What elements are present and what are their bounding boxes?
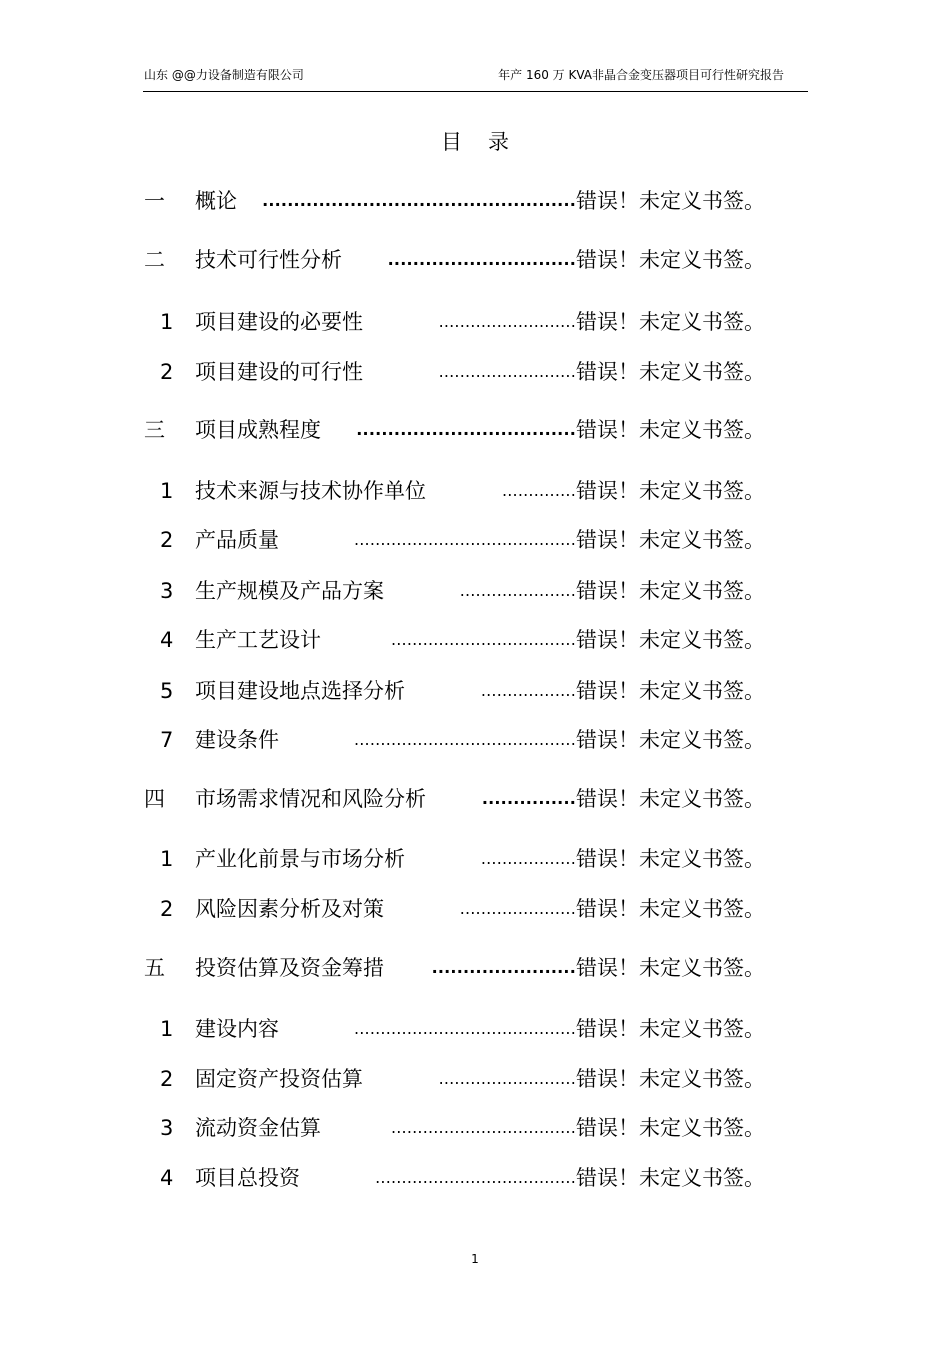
toc-entry[interactable]	[0, 184, 950, 218]
toc-entry-number: 5	[160, 679, 174, 703]
toc-entry[interactable]	[0, 305, 950, 339]
toc-leader-dots: ......................	[459, 581, 576, 600]
toc-entry[interactable]	[0, 574, 950, 608]
toc-entry-number: 2	[160, 1067, 174, 1091]
toc-entry-number: 2	[160, 360, 174, 384]
toc-entry[interactable]	[0, 243, 950, 277]
toc-entry[interactable]	[0, 355, 950, 389]
toc-leader-dots: ..........................................	[353, 530, 576, 549]
toc-entry-number: 2	[160, 528, 174, 552]
toc-entry-label: 产业化前景与市场分析	[195, 847, 405, 871]
toc-entry-number: 1	[160, 1017, 174, 1041]
toc-entry-number: 1	[160, 847, 174, 871]
toc-entry-error: 错误！未定义书签。	[576, 628, 765, 652]
toc-entry-number: 四	[144, 787, 165, 811]
toc-leader-dots: ...................................	[390, 1118, 576, 1137]
toc-entry[interactable]	[0, 1012, 950, 1046]
toc-entry-number: 3	[160, 1116, 174, 1140]
toc-entry-number: 三	[144, 418, 165, 442]
toc-entry[interactable]	[0, 892, 950, 926]
toc-entry-error: 错误！未定义书签。	[576, 956, 765, 980]
toc-entry[interactable]	[0, 782, 950, 816]
header-company: 山东 @@力设备制造有限公司	[144, 68, 304, 82]
toc-entry-number: 1	[160, 310, 174, 334]
toc-entry-error: 错误！未定义书签。	[576, 579, 765, 603]
toc-entry-error: 错误！未定义书签。	[576, 1166, 765, 1190]
toc-entry-label: 项目建设地点选择分析	[195, 679, 405, 703]
toc-entry-number: 一	[144, 189, 165, 213]
toc-entry-number: 1	[160, 479, 174, 503]
toc-entry-label: 市场需求情况和风险分析	[195, 787, 426, 811]
toc-entry[interactable]	[0, 1111, 950, 1145]
toc-entry-number: 4	[160, 628, 174, 652]
toc-entry[interactable]	[0, 674, 950, 708]
toc-entry-error: 错误！未定义书签。	[576, 528, 765, 552]
toc-entry-label: 项目总投资	[195, 1166, 300, 1190]
toc-entry-label: 技术来源与技术协作单位	[195, 479, 426, 503]
toc-entry-error: 错误！未定义书签。	[576, 787, 765, 811]
toc-entry-number: 2	[160, 897, 174, 921]
toc-leader-dots: .......................	[431, 958, 576, 977]
toc-entry-error: 错误！未定义书签。	[576, 189, 765, 213]
toc-entry-label: 建设条件	[195, 728, 279, 752]
toc-entry-label: 产品质量	[195, 528, 279, 552]
toc-entry-error: 错误！未定义书签。	[576, 679, 765, 703]
toc-entry-error: 错误！未定义书签。	[576, 1116, 765, 1140]
toc-leader-dots: ..................................................	[262, 191, 576, 210]
toc-leader-dots: ...................................	[390, 630, 576, 649]
toc-entry-error: 错误！未定义书签。	[576, 360, 765, 384]
header-report-title: 年产 160 万 KVA非晶合金变压器项目可行性研究报告	[498, 68, 784, 82]
toc-entry[interactable]	[0, 474, 950, 508]
toc-leader-dots: ......................................	[375, 1168, 576, 1187]
toc-entry[interactable]	[0, 723, 950, 757]
toc-entry-error: 错误！未定义书签。	[576, 1067, 765, 1091]
toc-entry-error: 错误！未定义书签。	[576, 418, 765, 442]
toc-entry-number: 7	[160, 728, 174, 752]
toc-entry-error: 错误！未定义书签。	[576, 248, 765, 272]
toc-entry-label: 固定资产投资估算	[195, 1067, 363, 1091]
toc-entry-label: 生产工艺设计	[195, 628, 321, 652]
toc-entry[interactable]	[0, 623, 950, 657]
toc-entry-label: 概论	[195, 189, 237, 213]
toc-entry[interactable]	[0, 951, 950, 985]
toc-entry[interactable]	[0, 1161, 950, 1195]
toc-entry-label: 技术可行性分析	[195, 248, 342, 272]
toc-leader-dots: ..............	[501, 481, 576, 500]
toc-leader-dots: ...............	[481, 789, 576, 808]
toc-entry-number: 五	[144, 956, 165, 980]
toc-entry-label: 项目建设的可行性	[195, 360, 363, 384]
toc-entry-label: 流动资金估算	[195, 1116, 321, 1140]
toc-entry-label: 项目建设的必要性	[195, 310, 363, 334]
toc-entry[interactable]	[0, 413, 950, 447]
toc-leader-dots: ..........................	[438, 362, 576, 381]
toc-entry-number: 4	[160, 1166, 174, 1190]
page-number: 1	[471, 1252, 479, 1266]
toc-leader-dots: ..........................	[438, 1069, 576, 1088]
toc-entry-number: 3	[160, 579, 174, 603]
toc-entry-label: 建设内容	[195, 1017, 279, 1041]
toc-leader-dots: ...................................	[356, 420, 576, 439]
toc-entry-error: 错误！未定义书签。	[576, 479, 765, 503]
toc-entry-error: 错误！未定义书签。	[576, 728, 765, 752]
toc-entry-label: 生产规模及产品方案	[195, 579, 384, 603]
toc-entry-label: 项目成熟程度	[195, 418, 321, 442]
toc-entry[interactable]	[0, 1062, 950, 1096]
toc-entry-error: 错误！未定义书签。	[576, 1017, 765, 1041]
toc-leader-dots: ......................	[459, 899, 576, 918]
toc-entry-error: 错误！未定义书签。	[576, 897, 765, 921]
toc-leader-dots: ..........................................	[353, 1019, 576, 1038]
toc-leader-dots: ..........................	[438, 312, 576, 331]
toc-entry[interactable]	[0, 523, 950, 557]
toc-leader-dots: ..................	[480, 849, 576, 868]
toc-entry[interactable]	[0, 842, 950, 876]
header-divider	[143, 91, 808, 92]
toc-title: 目录	[441, 130, 535, 154]
toc-leader-dots: ..........................................	[353, 730, 576, 749]
toc-entry-error: 错误！未定义书签。	[576, 310, 765, 334]
toc-entry-label: 风险因素分析及对策	[195, 897, 384, 921]
toc-entry-number: 二	[144, 248, 165, 272]
toc-leader-dots: ..................	[480, 681, 576, 700]
toc-leader-dots: ..............................	[387, 250, 576, 269]
toc-entry-error: 错误！未定义书签。	[576, 847, 765, 871]
toc-entry-label: 投资估算及资金筹措	[195, 956, 384, 980]
